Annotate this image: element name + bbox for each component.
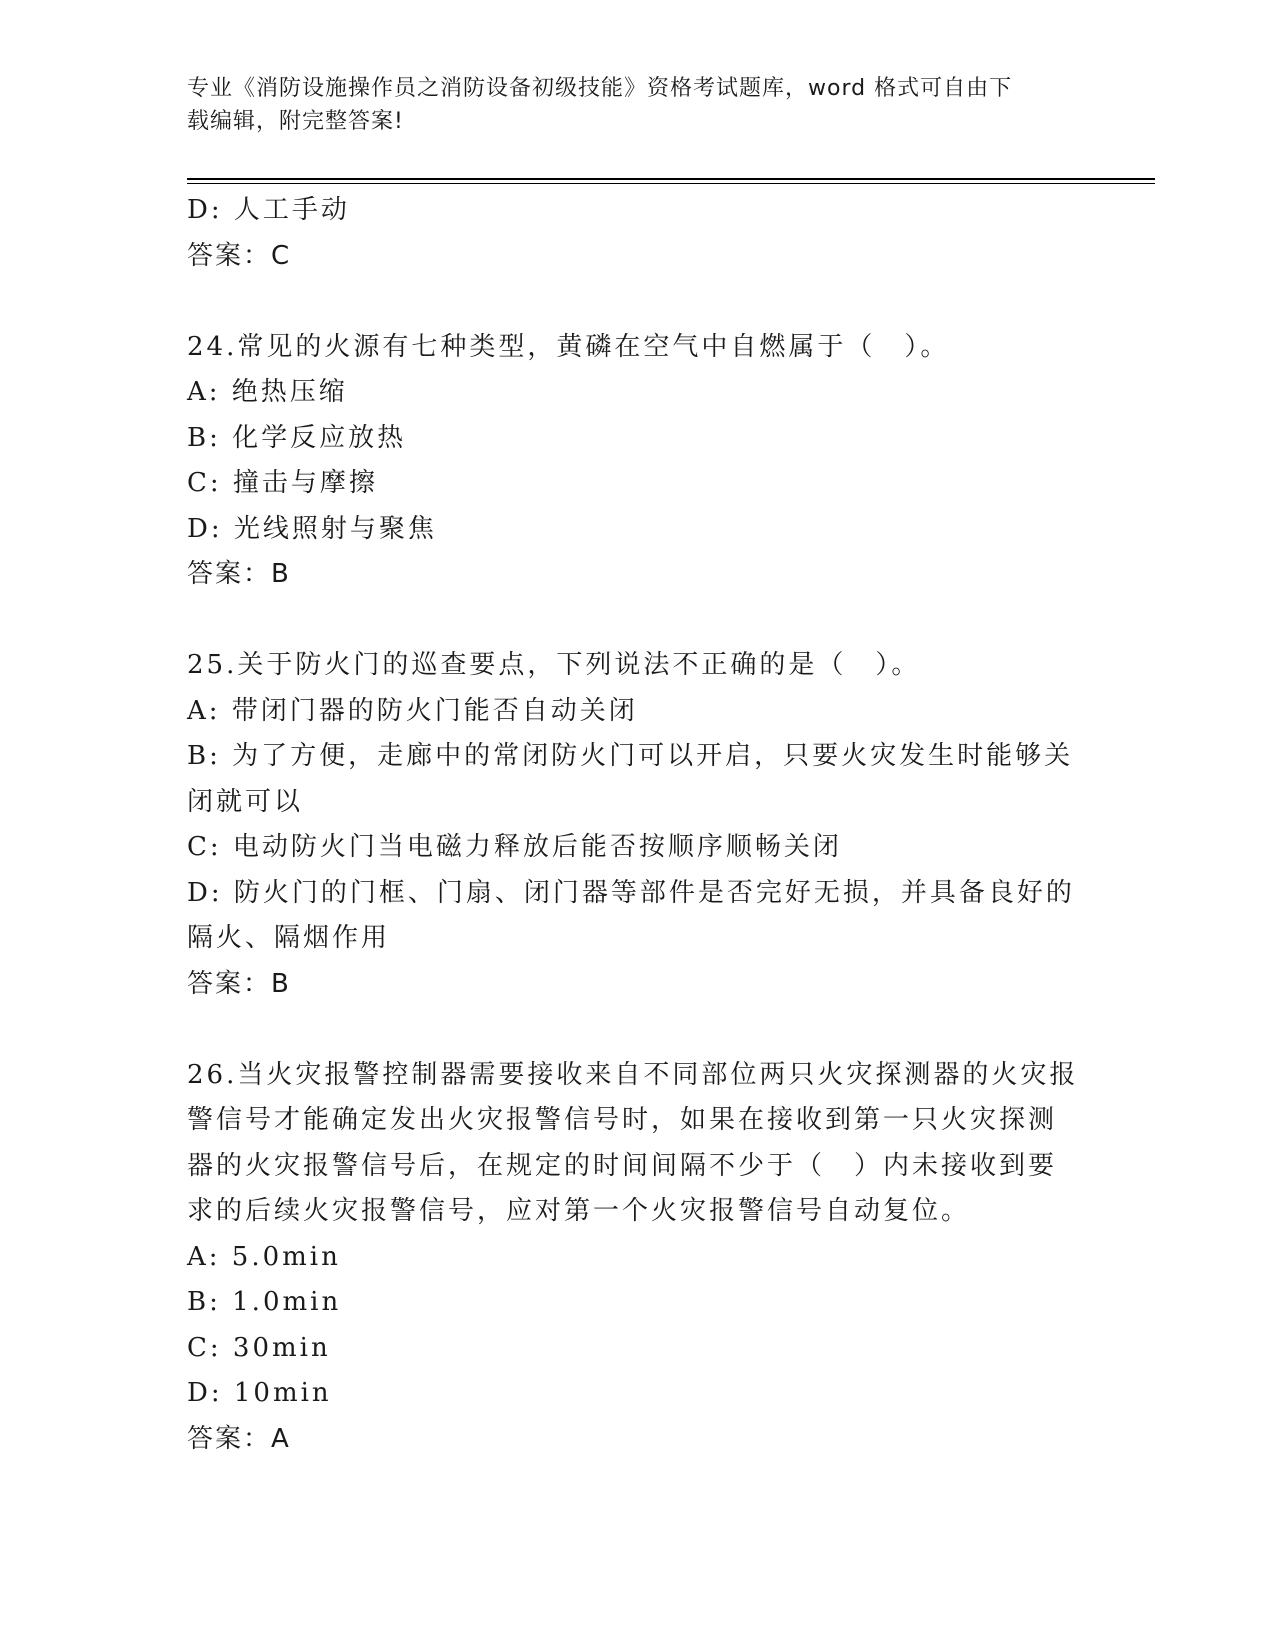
q24-option-d: D: 光线照射与聚焦 — [187, 513, 437, 544]
header-divider-thick — [187, 178, 1155, 180]
q25-option-b-line-1: B: 为了方便，走廊中的常闭防火门可以开启，只要火灾发生时能够关 — [187, 741, 1074, 771]
q24-option-c: C: 撞击与摩擦 — [187, 468, 378, 498]
q26-option-d: D: 10min — [187, 1378, 332, 1408]
q25-option-a: A: 带闭门器的防火门能否自动关闭 — [187, 695, 638, 726]
q26-answer: 答案：A — [187, 1423, 291, 1454]
spacer — [187, 1007, 1087, 1053]
q25-option-d-line-1: D: 防火门的门框、门扇、闭门器等部件是否完好无损，并具备良好的 — [187, 877, 1075, 908]
q26-option-b: B: 1.0min — [187, 1287, 342, 1317]
prev-option-d: D: 人工手动 — [187, 195, 350, 225]
q26-option-a: A: 5.0min — [187, 1241, 341, 1272]
q24-answer: 答案：B — [187, 559, 291, 589]
spacer — [187, 279, 1087, 325]
q24-option-b: B: 化学反应放热 — [187, 422, 407, 453]
q26-option-c: C: 30min — [187, 1332, 331, 1363]
q25-option-d-line-2: 隔火、隔烟作用 — [187, 923, 391, 953]
q26-stem-line-1: 26.当火灾报警控制器需要接收来自不同部位两只火灾探测器的火灾报 — [187, 1059, 1079, 1090]
header-divider-thin — [187, 183, 1155, 184]
document-header — [187, 72, 1067, 138]
q24-option-a: A: 绝热压缩 — [187, 377, 348, 407]
q25-stem: 25.关于防火门的巡查要点，下列说法不正确的是（ ）。 — [187, 650, 921, 680]
header-line-1: 专业《消防设施操作员之消防设备初级技能》资格考试题库，word 格式可自由下 — [187, 76, 1013, 101]
q26-stem-line-2: 警信号才能确定发出火灾报警信号时，如果在接收到第一只火灾探测 — [187, 1105, 1058, 1135]
q25-option-b-line-2: 闭就可以 — [187, 786, 304, 817]
q26-stem-line-3: 器的火灾报警信号后，在规定的时间间隔不少于（ ）内未接收到要 — [187, 1150, 1058, 1181]
q24-stem: 24.常见的火源有七种类型，黄磷在空气中自燃属于（ ）。 — [187, 331, 950, 362]
q25-answer: 答案：B — [187, 968, 291, 999]
header-line-2: 载编辑，附完整答案! — [187, 109, 404, 134]
prev-answer: 答案：C — [187, 240, 292, 271]
q25-option-c: C: 电动防火门当电磁力释放后能否按顺序顺畅关闭 — [187, 832, 842, 862]
spacer — [187, 598, 1087, 644]
question-list — [187, 188, 1087, 1462]
q26-stem-line-4: 求的后续火灾报警信号，应对第一个火灾报警信号自动复位。 — [187, 1196, 971, 1226]
